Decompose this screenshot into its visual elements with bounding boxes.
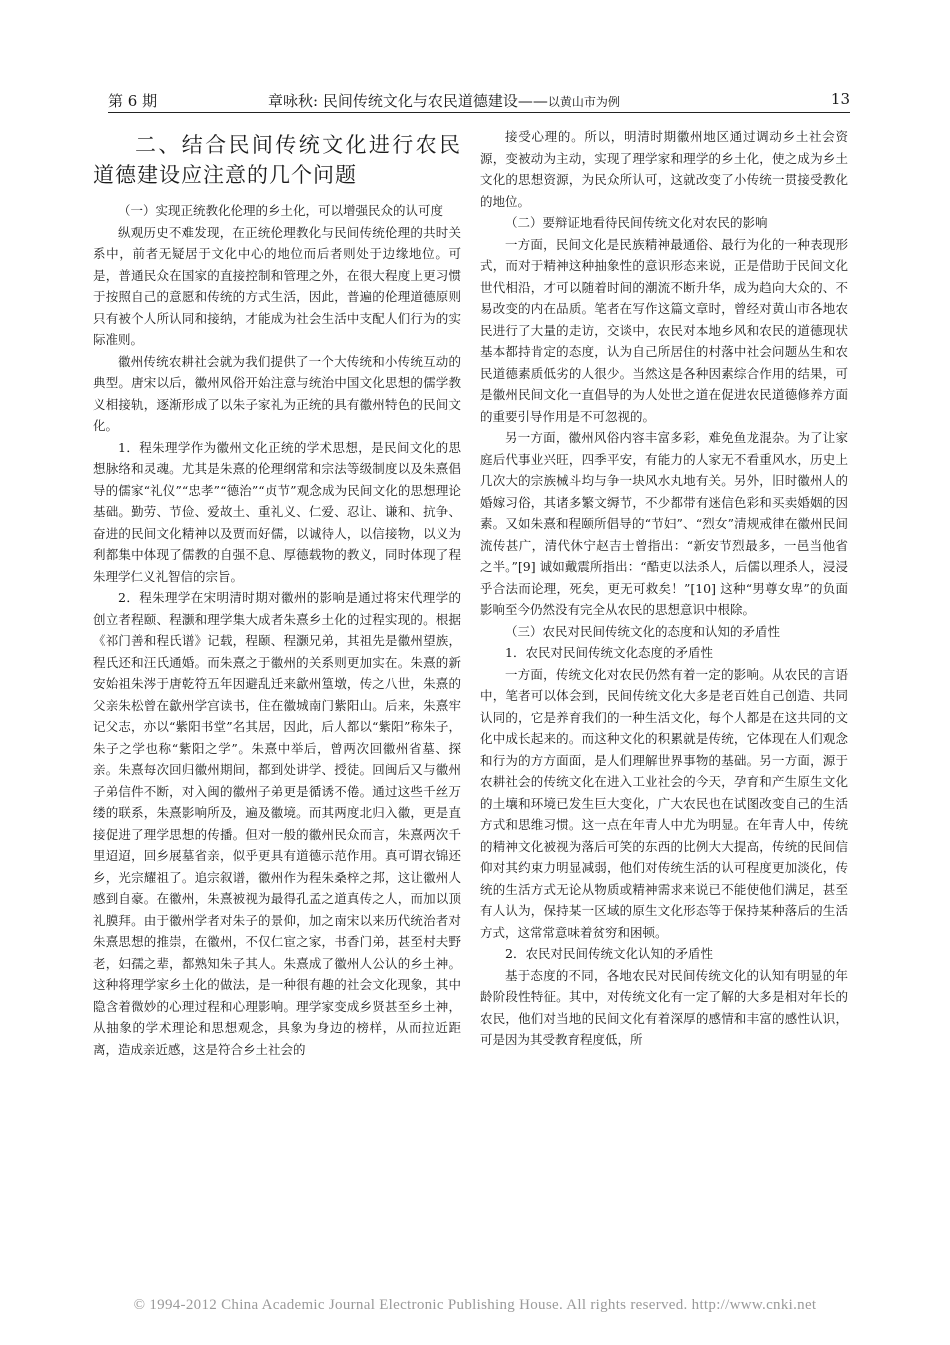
paragraph: 徽州传统农耕社会就为我们提供了一个大传统和小传统互动的典型。唐宋以后，徽州风俗开始注意与统治中国文化思想的儒学教义相接轨，逐渐形成了以朱子家礼为正统的具有徽州特色的民间文化。: [93, 353, 461, 433]
running-title-sub: 以黄山市为例: [547, 95, 620, 109]
subsection-heading: （二）要辩证地看待民间传统文化对农民的影响: [505, 215, 768, 230]
copyright-footer: © 1994-2012 China Academic Journal Electronic Publishing House. All rights reserved. http://www.cnki.net: [133, 1297, 817, 1313]
left-column: [93, 126, 461, 1246]
paragraph: 另一方面，徽州风俗内容丰富多彩，难免鱼龙混杂。为了让家庭后代事业兴旺，四季平安，有能力的人家无不看重风水，历史上几次大的宗族械斗均与争一块风水丸地有关。另外，旧时徽州人的婚嫁习俗，其诸多繁文缛节，不少都带有迷信色彩和买卖婚姻的因素。又如朱熹和程颐所倡导的“节妇”、“烈女”清规戒律在徽州民间流传甚广，清代休宁赵吉士曾指出：“新安节烈最多，一邑当他省之半。”[9] 诚如戴震所指出：“酷吏以法杀人，后儒以理杀人，浸浸乎合法而论理，死矣，更无可救矣！”[10] 这种“男尊女卑”的负面影响至今仍然没有完全从农民的思想意识中根除。: [480, 430, 848, 617]
section-heading: 二、结合民间传统文化进行农民道德建设应注意的几个问题: [93, 133, 461, 187]
right-column: [480, 126, 848, 1246]
paragraph: 一方面，传统文化对农民仍然有着一定的影响。从农民的言语中，笔者可以体会到，民间传统文化大多是老百姓自己创造、共同认同的，它是养育我们的一种生活文化，每个人都是在这共同的文化中成长起来的。而这种文化的积累就是传统，它体现在人们观念和行为的方方面面，是人们理解世界事物的基础。另一方面，源于农耕社会的传统文化在进入工业社会的今天，孕育和产生原生文化的土壤和环境已发生巨大变化，广大农民也在试图改变自己的生活方式和思维习惯。这一点在年青人中尤为明显。在年青人中，传统的精神文化被视为落后可笑的东西的比例大大提高，传统的民间信仰对其约束力明显减弱，他们对传统生活的认可程度更加淡化，传统的生活方式无论从物质或精神需求来说已不能使他们满足，甚至有人认为，保持某一区域的原生文化形态等于保持某种落后的生活方式，这常常意味着贫穷和困顿。: [480, 666, 848, 940]
point-heading: 2．农民对民间传统文化认知的矛盾性: [505, 946, 713, 961]
subsection-heading: （三）农民对民间传统文化的态度和认知的矛盾性: [505, 623, 781, 639]
running-title: [268, 90, 620, 111]
paragraph: 基于态度的不同，各地农民对民间传统文化的认知有明显的年龄阶段性特征。其中，对传统文化有一定了解的大多是相对年长的农民，他们对当地的民间文化有着深厚的感情和丰富的感性认识，可是因为其受教育程度低，所: [480, 967, 848, 1047]
running-header: [108, 88, 850, 113]
paragraph: 纵观历史不难发现，在正统伦理教化与民间传统伦理的共时关系中，前者无疑居于文化中心的地位而后者则处于边缘地位。可是，普通民众在国家的直接控制和管理之外，在很大程度上更习惯于按照自己的意愿和传统的方式生活，因此，普遍的伦理道德原则只有被个人所认同和接纳，才能成为社会生活中支配人们行为的实际准则。: [93, 224, 461, 347]
point-heading: 1．农民对民间传统文化态度的矛盾性: [505, 645, 713, 660]
subsection-heading: （一）实现正统教化伦理的乡土化，可以增强民众的认可度: [118, 203, 444, 218]
paragraph: 1．程朱理学作为徽州文化正统的学术思想，是民间文化的思想脉络和灵魂。尤其是朱熹的伦理纲常和宗法等级制度以及朱熹倡导的儒家“礼仪”“忠孝”“德治”“贞节”观念成为民间文化的思想理论基础。勤劳、节俭、爱故土、重礼义、仁爱、忍让、谦和、抗争、奋进的民间文化精神以及贾而好儒，以诚待人，以信接物，以义为利都集中体现了儒教的自强不息、厚德载物的教义，同时体现了程朱理学仁义礼智信的宗旨。: [93, 439, 461, 584]
page-number: 13: [830, 90, 850, 108]
issue-number: 第 6 期: [108, 92, 158, 110]
paragraph: 接受心理的。所以，明清时期徽州地区通过调动乡土社会资源，变被动为主动，实现了理学家和理学的乡土化，使之成为乡土文化的思想资源，为民众所认可，这就改变了小传统一贯接受教化的地位。: [480, 129, 848, 209]
paragraph: 一方面，民间文化是民族精神最通俗、最行为化的一种表现形式，而对于精神这种抽象性的意识形态来说，正是借助于民间文化世代相沿，才可以随着时间的潮流不断升华，成为趋向大众的、不易改变的内在品质。笔者在写作这篇文章时，曾经对黄山市各地农民进行了大量的走访，交谈中，农民对本地乡风和农民的道德现状基本都持肯定的态度，认为自己所居住的村落中社会问题丛生和农民道德素质低劣的人很少。当然这是各种因素综合作用的结果，可是徽州民间文化一直倡导的为人处世之道在促进农民道德修养方面的重要引导作用是不可忽视的。: [480, 236, 848, 424]
paragraph: 2．程朱理学在宋明清时期对徽州的影响是通过将宋代理学的创立者程颐、程灏和理学集大成者朱熹乡土化的过程实现的。根据《祁门善和程氏谱》记载，程颐、程灏兄弟，其祖先是徽州望族，程氏还和汪氏通婚。而朱熹之于徽州的关系则更加实在。朱熹的新安始祖朱涔于唐乾符五年因避乱迁来歙州篁墩，传之八世，朱熹的父亲朱松曾在歙州学宫读书，住在徽城南门紫阳山。后来，朱熹牢记父志，亦以“紫阳书堂”名其居，因此，后人都以“紫阳”称朱子，朱子之学也称“紫阳之学”。朱熹中举后，曾两次回徽州省墓、探亲。朱熹每次回归徽州期间，都到处讲学、授徒。回闽后又与徽州子弟信件不断，对入闽的徽州子弟更是循诱不倦。通过这些千丝万缕的联系，朱熹影响所及，遍及徽境。而其两度北归入徽，更是直接促进了理学思想的传播。但对一般的徽州民众而言，朱熹两次千里迢迢，回乡展墓省亲，似乎更具有道德示范作用。真可谓衣锦还乡，光宗耀祖了。追宗叙谱，徽州作为程朱桑梓之邦，这让徽州人感到自豪。在徽州，朱熹被视为最得孔孟之道真传之人，而加以顶礼膜拜。由于徽州学者对朱子的景仰，加之南宋以来历代统治者对朱熹思想的推崇，在徽州，不仅仁宦之家，书香门弟，甚至村夫野老，妇孺之辈，都熟知朱子其人。朱熹成了徽州人公认的乡土神。这种将理学家乡土化的做法，是一种很有趣的社会文化现象，其中隐含着微妙的心理过程和心理影响。理学家变成乡贤甚至乡土神，从抽象的学术理论和思想观念，具象为身边的榜样，从而拉近距离，造成亲近感，这是符合乡土社会的: [93, 590, 461, 1057]
running-title-main: 章咏秋: 民间传统文化与农民道德建设——: [268, 92, 548, 110]
